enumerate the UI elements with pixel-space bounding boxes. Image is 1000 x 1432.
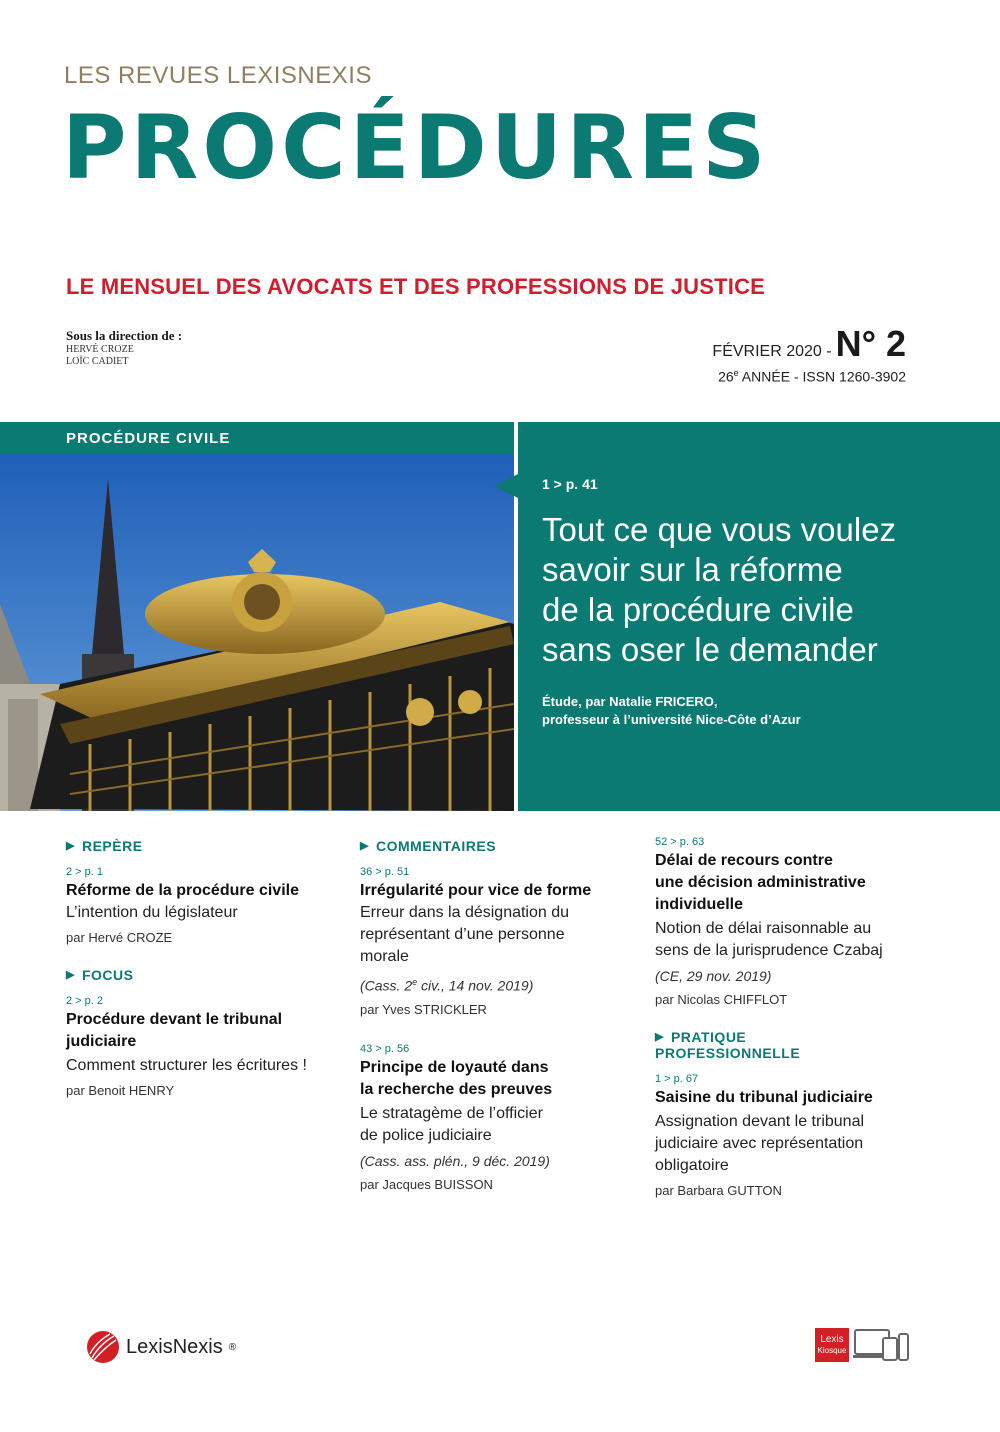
article-subtitle xyxy=(655,1111,925,1177)
lexisnexis-logo xyxy=(86,1330,236,1364)
feature-title-line: de la procédure civile xyxy=(542,591,854,628)
article-subtitle-line: Erreur dans la désignation du xyxy=(360,904,570,921)
registered-mark: ® xyxy=(228,1341,237,1353)
lexis-kiosque-badge xyxy=(815,1328,909,1362)
article-subtitle-line: judiciaire avec représentation xyxy=(655,1135,864,1152)
triangle-icon: ▶ xyxy=(66,840,75,852)
section-heading-focus xyxy=(66,967,336,983)
article-subtitle-line: sens de la jurisprudence Czabaj xyxy=(655,942,883,959)
director-name: LOÏC CADIET xyxy=(66,356,129,367)
article-title xyxy=(360,1057,630,1101)
section-heading-line: PROFESSIONNELLE xyxy=(655,1045,801,1061)
article-title-line: Principe de loyauté dans xyxy=(360,1058,549,1076)
section-heading-label: COMMENTAIRES xyxy=(375,838,497,854)
section-heading-line: PRATIQUE xyxy=(670,1029,747,1045)
lexisnexis-emblem-icon xyxy=(86,1330,120,1364)
citation-part: civ., 14 nov. 2019) xyxy=(417,977,534,994)
year-number: 26 xyxy=(718,368,734,385)
article-subtitle xyxy=(360,1103,630,1147)
article-citation: (Cass. ass. plén., 9 déc. 2019) xyxy=(360,1152,550,1169)
article-title xyxy=(66,1009,336,1053)
contents-column-3 xyxy=(655,836,925,1198)
feature-title-line: sans oser le demander xyxy=(542,631,878,668)
article-author: par Yves STRICKLER xyxy=(360,1001,487,1017)
feature-byline-2: professeur à l’université Nice-Côte d’Azur xyxy=(542,712,801,727)
journal-subtitle: LE MENSUEL DES AVOCATS ET DES PROFESSIONS DE JUSTICE xyxy=(66,274,766,299)
feature-title-line: savoir sur la réforme xyxy=(542,551,843,588)
article-author: par Jacques BUISSON xyxy=(360,1176,493,1192)
article-subtitle-line: obligatoire xyxy=(655,1157,729,1174)
article-citation: (CE, 29 nov. 2019) xyxy=(655,968,772,984)
section-heading-label: FOCUS xyxy=(81,967,134,983)
section-heading-pratique-2 xyxy=(655,1045,925,1061)
section-heading-commentaires xyxy=(360,838,630,854)
article-subtitle-line: Notion de délai raisonnable au xyxy=(655,920,872,937)
article-title-line: Délai de recours contre xyxy=(655,852,833,869)
feature-title-line: Tout ce que vous voulez xyxy=(542,511,897,548)
contents-column-2 xyxy=(360,838,630,1192)
feature-byline xyxy=(542,693,801,729)
article-citation xyxy=(360,972,630,996)
year-issn-text: ANNÉE - ISSN 1260-3902 xyxy=(738,368,906,385)
article-subtitle-line: Le stratagème de l’officier xyxy=(360,1104,543,1122)
article-title: Réforme de la procédure civile xyxy=(66,882,299,899)
article-ref: 36 > p. 51 xyxy=(360,866,410,878)
publisher-name: LexisNexis xyxy=(126,1335,223,1358)
kiosque-logo xyxy=(815,1328,849,1362)
article-author: par Benoit HENRY xyxy=(66,1083,175,1098)
section-heading-label: REPÈRE xyxy=(81,838,143,854)
cover-photo xyxy=(0,454,514,811)
devices-icon xyxy=(853,1328,909,1362)
article-title-line: une décision administrative xyxy=(655,874,866,891)
triangle-icon: ▶ xyxy=(360,840,369,852)
feature-pointer xyxy=(494,474,518,498)
article-title-line: judiciaire xyxy=(66,1033,137,1050)
article-subtitle xyxy=(655,918,925,962)
article-title xyxy=(655,850,925,916)
section-heading-repere xyxy=(66,838,336,854)
article-ref: 52 > p. 63 xyxy=(655,836,705,848)
section-heading-pratique xyxy=(655,1029,925,1045)
contents-column-1 xyxy=(66,838,336,1098)
article-subtitle-line: morale xyxy=(360,948,409,965)
article-title: Irrégularité pour vice de forme xyxy=(360,882,592,899)
kiosque-label-2: Kiosque xyxy=(817,1346,847,1355)
article-subtitle-line: représentant d’une personne xyxy=(360,926,565,943)
feature-ref: 1 > p. 41 xyxy=(542,476,598,492)
article-author: par Barbara GUTTON xyxy=(655,1183,782,1198)
section-label: PROCÉDURE CIVILE xyxy=(66,430,231,447)
article-ref: 1 > p. 67 xyxy=(655,1073,699,1085)
article-subtitle: Comment structurer les écritures ! xyxy=(66,1057,307,1074)
article-subtitle-line: de police judiciaire xyxy=(360,1126,492,1144)
article-subtitle xyxy=(360,902,630,968)
feature-title xyxy=(542,510,962,670)
article-subtitle: L’intention du législateur xyxy=(66,904,238,921)
citation-part: (Cass. 2 xyxy=(360,977,413,994)
director-name: HERVÉ CROZE xyxy=(66,344,134,355)
series-name: LES REVUES LEXISNEXIS xyxy=(64,62,372,89)
article-title-line: la recherche des preuves xyxy=(360,1080,553,1098)
citation-sup: e xyxy=(412,977,418,987)
direction-label: Sous la direction de : xyxy=(66,328,183,343)
article-ref: 43 > p. 56 xyxy=(360,1042,410,1055)
article-author: par Hervé CROZE xyxy=(66,930,173,945)
article-title-line: Procédure devant le tribunal xyxy=(66,1011,283,1028)
section-band xyxy=(0,422,514,454)
article-subtitle-line: Assignation devant le tribunal xyxy=(655,1113,865,1130)
issue-number: N° 2 xyxy=(835,323,906,364)
kiosque-label-1: Lexis xyxy=(820,1334,844,1345)
editorial-direction xyxy=(66,328,182,368)
section-heading-label xyxy=(671,1029,746,1045)
article-author: par Nicolas CHIFFLOT xyxy=(655,992,788,1007)
article-ref: 2 > p. 2 xyxy=(66,995,104,1007)
triangle-icon: ▶ xyxy=(655,1031,664,1043)
triangle-icon: ▶ xyxy=(66,969,75,981)
article-ref: 2 > p. 1 xyxy=(66,866,104,878)
issue-month: FÉVRIER 2020 - xyxy=(712,343,832,360)
issue-info xyxy=(712,323,906,385)
issue-year-issn xyxy=(712,368,906,385)
journal-title: PROCÉDURES xyxy=(62,96,770,199)
year-sup: e xyxy=(733,368,739,378)
article-title-line: individuelle xyxy=(655,896,744,913)
article-title: Saisine du tribunal judiciaire xyxy=(655,1089,873,1106)
feature-byline-1: Étude, par Natalie FRICERO, xyxy=(542,694,718,709)
